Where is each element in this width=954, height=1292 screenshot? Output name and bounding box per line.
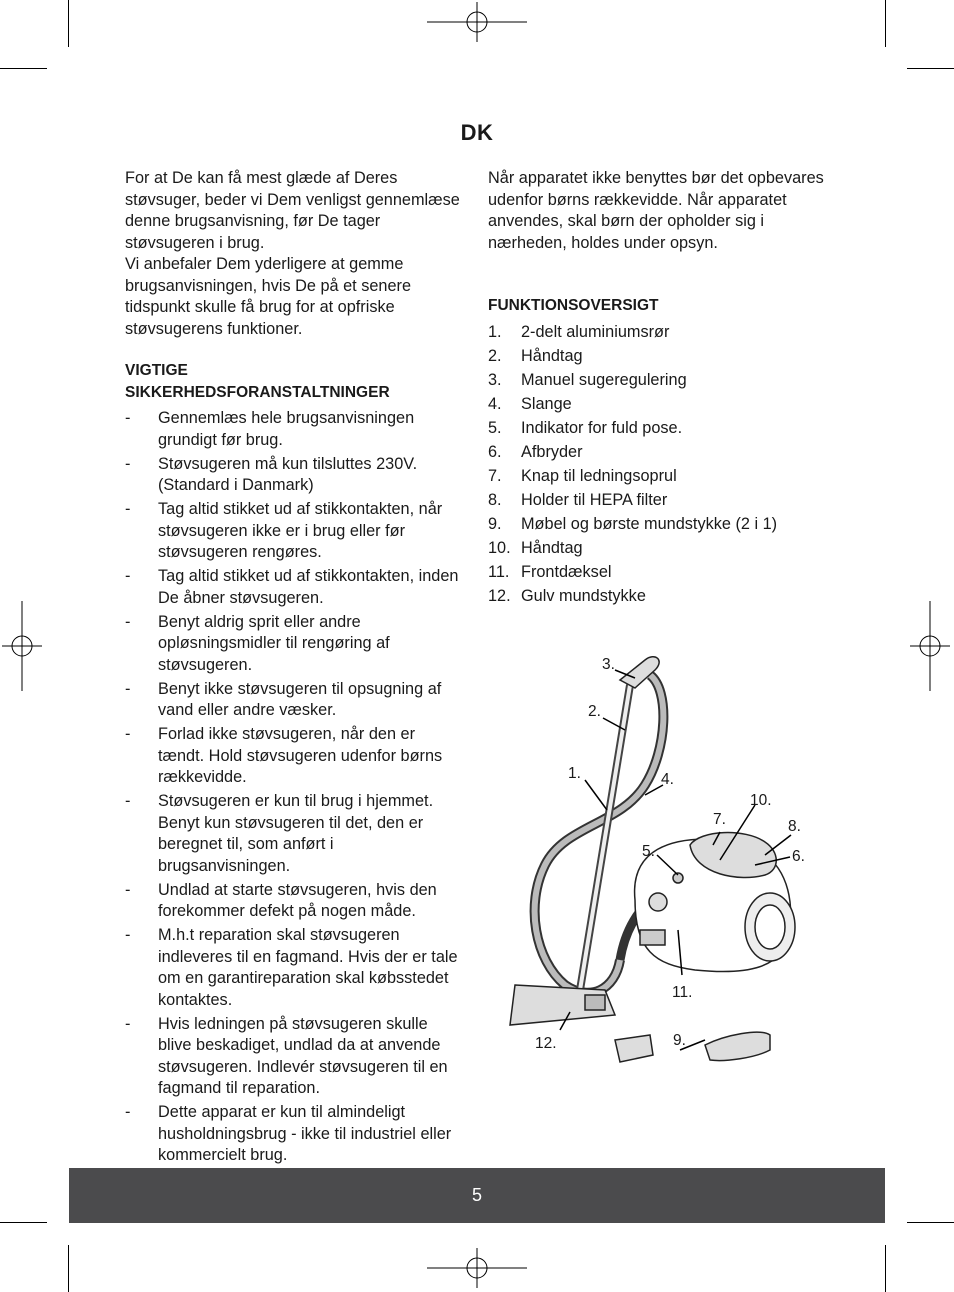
diagram-label: 12. — [535, 1035, 557, 1052]
diagram-label: 11. — [672, 984, 693, 1001]
registration-mark-icon — [910, 626, 950, 666]
list-item: 3. Manuel sugeregulering — [488, 370, 687, 389]
diagram-label: 1. — [568, 765, 581, 782]
list-item: - Undlad at starte støvsugeren, hvis den forekommer defekt på nogen måde. — [125, 880, 437, 920]
diagram-label: 5. — [642, 843, 655, 860]
list-item: 12. Gulv mundstykke — [488, 586, 646, 605]
page-number: 5 — [471, 1185, 482, 1205]
diagram-label: 3. — [602, 656, 615, 673]
list-item: 4. Slange — [488, 394, 572, 413]
diagram-label: 8. — [788, 818, 801, 835]
children-note: Når apparatet ikke benyttes bør det opbevares udenfor børns rækkevidde. Når apparatet anvendes, skal børn der opholder sig i nærheden, holdes under opsyn. — [488, 169, 824, 252]
registration-mark-icon — [457, 2, 497, 42]
crop-mark — [907, 68, 954, 69]
list-item: - Støvsugeren er kun til brug i hjemmet. Benyt kun støvsugeren til det, den er beregnet til, som anført i brugsanvisningen. — [125, 792, 434, 875]
list-item: - Benyt aldrig sprit eller andre opløsningsmidler til rengøring af støvsugeren. — [125, 612, 390, 674]
left-column — [125, 168, 465, 1169]
list-item: 11. Frontdæksel — [488, 562, 612, 581]
safety-list — [125, 408, 465, 1167]
list-item: 8. Holder til HEPA filter — [488, 490, 668, 509]
registration-mark-icon — [2, 626, 42, 666]
intro-paragraph: Vi anbefaler Dem yderligere at gemme brugsanvisningen, hvis De på et senere tidspunkt skulle få brug for at opfriske støvsugerens funktioner. — [125, 255, 412, 338]
list-item: - Hvis ledningen på støvsugeren skulle blive beskadiget, undlad da at anvende støvsugeren. Indlevér støvsugeren til en fagmand til reparation. — [125, 1014, 448, 1097]
right-column — [488, 168, 833, 610]
list-item: 10. Håndtag — [488, 538, 583, 557]
vacuum-cleaner-illustration — [495, 630, 805, 1075]
list-item: - Tag altid stikket ud af stikkontakten, når støvsugeren ikke er i brug eller før støvsugeren rengøres. — [125, 500, 443, 561]
diagram-label: 7. — [713, 811, 726, 828]
list-item: - Dette apparat er kun til almindeligt husholdningsbrug - ikke til industriel eller kommercielt brug. — [125, 1103, 452, 1164]
list-item: - Benyt ikke støvsugeren til opsugning af vand eller andre væsker. — [125, 679, 442, 719]
diagram-label: 2. — [588, 703, 601, 720]
list-item: 5. Indikator for fuld pose. — [488, 418, 683, 437]
list-item: - Forlad ikke støvsugeren, når den er tændt. Hold støvsugeren udenfor børns rækkevidde. — [125, 725, 443, 786]
list-item: - Tag altid stikket ud af stikkontakten, inden De åbner støvsugeren. — [125, 567, 459, 607]
crop-mark — [885, 1245, 886, 1292]
crop-mark — [885, 0, 886, 47]
safety-section-title: VIGTIGE SIKKERHEDSFORANSTALTNINGER — [125, 362, 390, 401]
crop-mark — [0, 1222, 47, 1223]
list-item: - Gennemlæs hele brugsanvisningen grundigt før brug. — [125, 409, 415, 449]
page-footer — [69, 1168, 885, 1223]
list-item: - M.h.t reparation skal støvsugeren indleveres til en fagmand. Hvis der er tale om en garantireparation skal købsstedet kontaktes. — [125, 926, 458, 1009]
diagram-label: 4. — [661, 771, 674, 788]
list-item: 6. Afbryder — [488, 442, 583, 461]
page-heading: DK — [460, 120, 494, 145]
crop-mark — [68, 0, 69, 47]
list-item: 1. 2-delt aluminiumsrør — [488, 322, 670, 341]
crop-mark — [68, 1245, 69, 1292]
diagram-label: 9. — [673, 1032, 686, 1049]
intro-paragraph: For at De kan få mest glæde af Deres støvsuger, beder vi Dem venligst gennemlæse denne brugsanvisning, før De tager støvsugeren i brug. — [125, 169, 460, 252]
diagram-label: 10. — [750, 792, 772, 809]
list-item: 9. Møbel og børste mundstykke (2 i 1) — [488, 514, 778, 533]
registration-mark-icon — [457, 1248, 497, 1288]
list-item: - Støvsugeren må kun tilsluttes 230V. (Standard i Danmark) — [125, 454, 418, 494]
list-item: 7. Knap til ledningsoprul — [488, 466, 677, 485]
crop-mark — [907, 1222, 954, 1223]
diagram-label: 6. — [792, 848, 805, 865]
overview-list — [488, 322, 833, 610]
crop-mark — [0, 68, 47, 69]
list-item: 2. Håndtag — [488, 346, 583, 365]
overview-section-title: FUNKTIONSOVERSIGT — [488, 297, 659, 314]
